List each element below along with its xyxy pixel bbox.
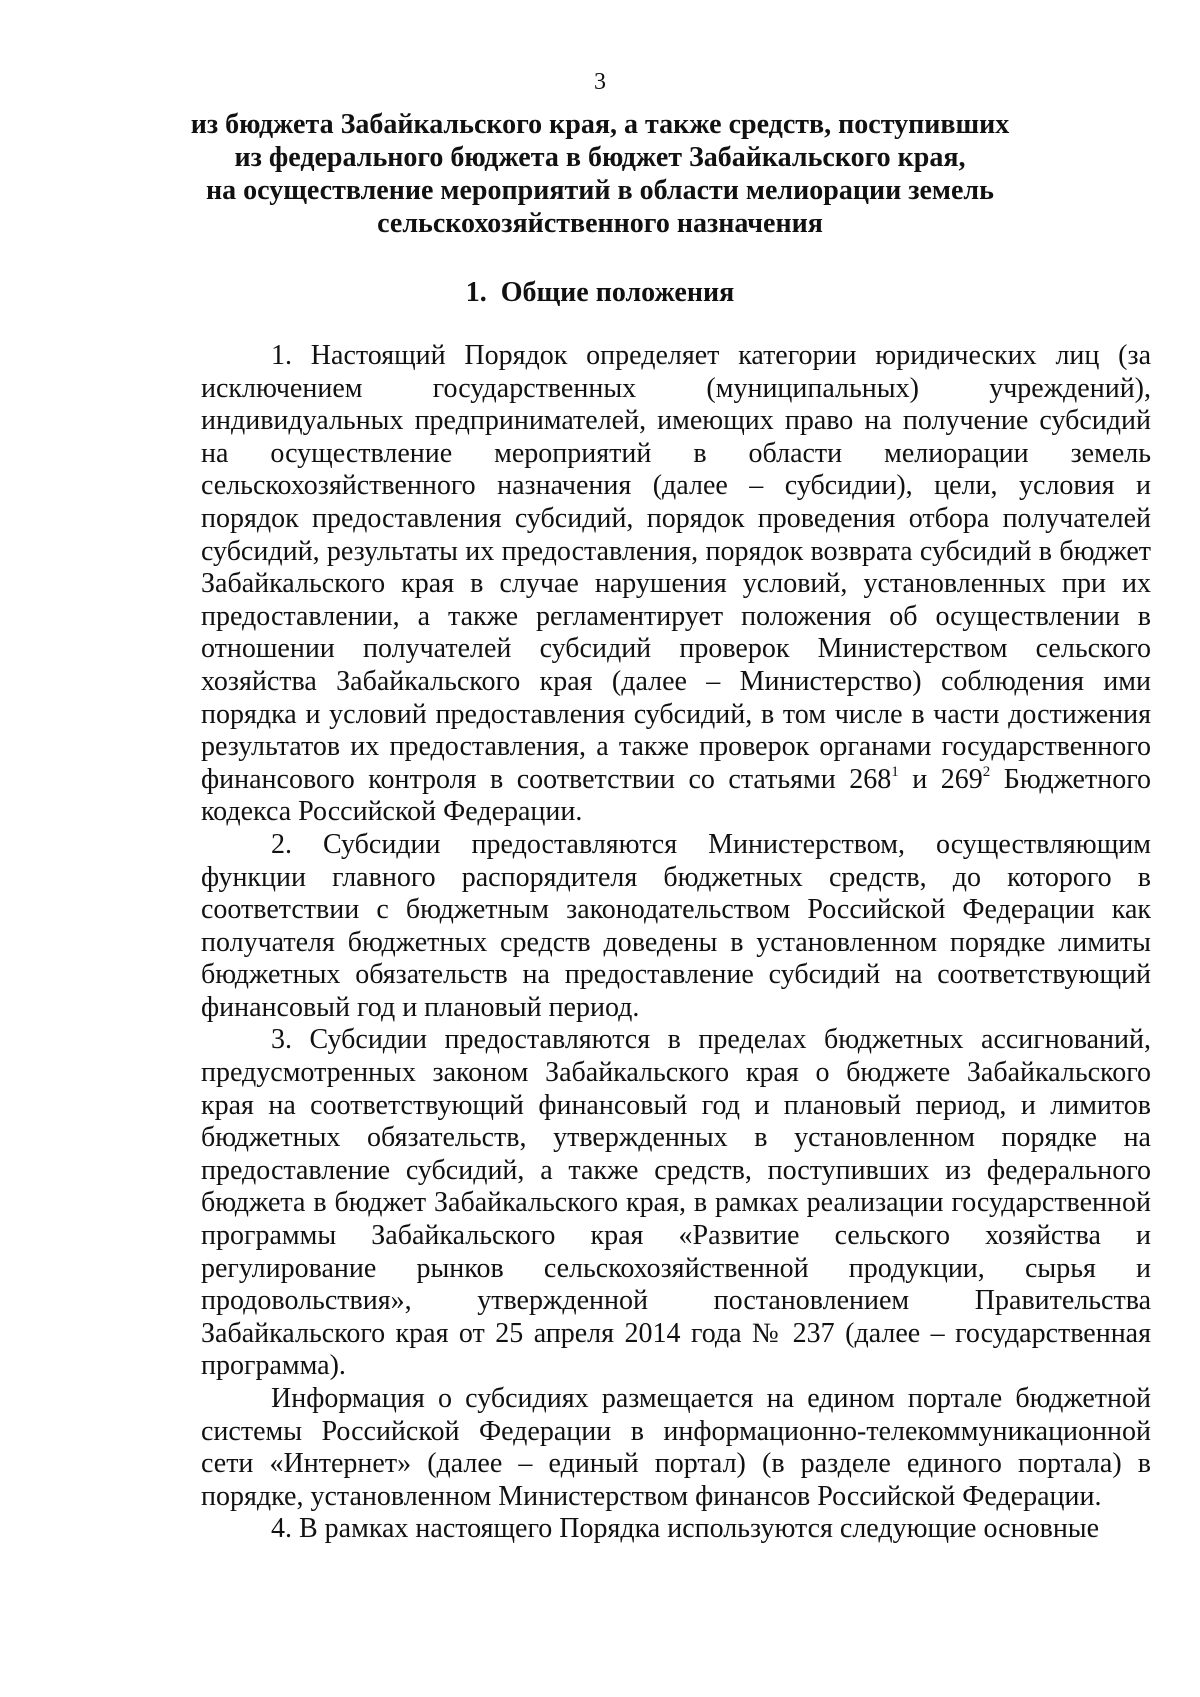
title-line: на осуществление мероприятий в области мелиорации земель (206, 175, 994, 206)
section-number: 1. (465, 277, 487, 308)
title-line: сельскохозяйственного назначения (377, 208, 823, 239)
paragraph-3: 3. Субсидии предоставляются в пределах бюджетных ассигнований, предусмотренных законом Забайкальского края о бюджете Забайкальского края на соответствующий финансовый год и плановый период, и лимитов бюджетных обязательств, утвержденных в установленном порядке на предоставление субсидий, а также средств, поступивших из федерального бюджета в бюджет Забайкальского края, в рамках реализации государственной программы Забайкальского края «Развитие сельского хозяйства и регулирование рынков сельскохозяйственной продукции, сырья и продовольствия», утвержденной постановлением Правительства Забайкальского края от 25 апреля 2014 года № 237 (далее – государственная программа). (201, 1024, 1151, 1382)
section-title: Общие положения (500, 277, 735, 308)
paragraph-3-info: Информация о субсидиях размещается на едином портале бюджетной системы Российской Федерации в информационно-телекоммуникационной сети «Интернет» (далее – единый портал) (в разделе единого портала) в порядке, установленном Министерством финансов Российской Федерации. (201, 1383, 1151, 1512)
page-number: 3 (594, 69, 606, 95)
paragraph-1-end: Бюджетного кодекса Российской Федерации. (201, 763, 1151, 828)
paragraph-1 (201, 340, 1151, 829)
article-superscript: 1 (891, 763, 899, 780)
article-number: 269 (940, 763, 983, 795)
paragraph-2: 2. Субсидии предоставляются Министерством, осуществляющим функции главного распорядителя бюджетных средств, до которого в соответствии с бюджетным законодательством Российской Федерации как получателя бюджетных средств доведены в установленном порядке лимиты бюджетных обязательств на предоставление субсидий на соответствующий финансовый год и плановый период. (201, 828, 1151, 1023)
document-title (180, 108, 1020, 240)
paragraph-1-text: 1. Настоящий Порядок определяет категории юридических лиц (за исключением государственных (муниципальных) учреждений), индивидуальных предпринимателей, имеющих право на получение субсидий на осуществление мероприятий в области мелиорации земель сельскохозяйственного назначения (далее – субсидии), цели, условия и порядок предоставления субсидий, порядок проведения отбора получателей субсидий, результаты их предоставления, порядок возврата субсидий в бюджет Забайкальского края в случае нарушения условий, установленных при их предоставлении, а также регламентирует положения об осуществлении в отношении получателей субсидий проверок Министерством сельского хозяйства Забайкальского края (далее – Министерство) соблюдения ими порядка и условий предоставления субсидий, в том числе в части достижения результатов их предоставления, а также проверок органами государственного финансового контроля в соответствии со статьями (201, 340, 1151, 795)
article-number: 268 (849, 763, 892, 795)
document-body (201, 340, 1151, 1546)
section-heading (0, 276, 1200, 309)
paragraph-4: 4. В рамках настоящего Порядка используются следующие основные (271, 1513, 1100, 1545)
title-line: из федерального бюджета в бюджет Забайкальского края, (234, 142, 966, 173)
title-line: из бюджета Забайкальского края, а также средств, поступивших (190, 109, 1010, 140)
article-superscript: 2 (982, 763, 991, 780)
conjunction-text: и (898, 763, 941, 795)
